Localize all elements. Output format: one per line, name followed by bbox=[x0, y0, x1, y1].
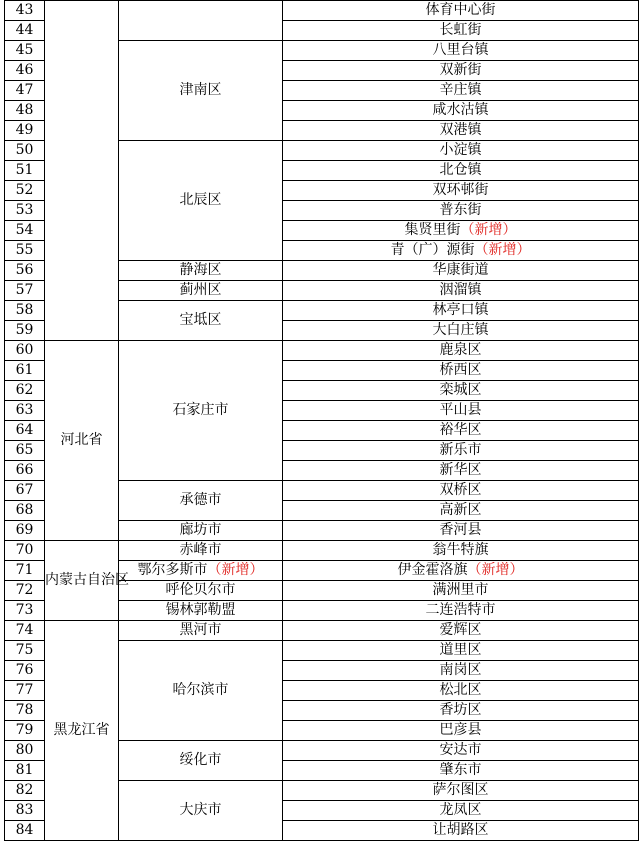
row-number: 65 bbox=[5, 441, 45, 461]
province-cell: 黑龙江省 bbox=[45, 621, 119, 841]
row-number: 81 bbox=[5, 761, 45, 781]
district-cell bbox=[283, 101, 639, 121]
row-number: 73 bbox=[5, 601, 45, 621]
district-name: 翁牛特旗 bbox=[432, 542, 489, 558]
city-name: 呼伦贝尔市 bbox=[165, 582, 236, 598]
row-number: 69 bbox=[5, 521, 45, 541]
district-cell bbox=[283, 341, 639, 361]
district-name: 双新街 bbox=[439, 62, 482, 78]
district-cell bbox=[283, 721, 639, 741]
new-badge: （新增） bbox=[207, 562, 264, 578]
row-number: 49 bbox=[5, 121, 45, 141]
district-cell bbox=[283, 821, 639, 841]
district-name: 龙凤区 bbox=[439, 802, 482, 818]
district-name: 青（广）源街 bbox=[390, 242, 475, 258]
district-cell bbox=[283, 61, 639, 81]
row-number: 63 bbox=[5, 401, 45, 421]
district-cell bbox=[283, 361, 639, 381]
district-name: 伊金霍洛旗 bbox=[397, 562, 468, 578]
district-table-body bbox=[5, 1, 639, 841]
province-cell: 河北省 bbox=[45, 341, 119, 541]
district-cell bbox=[283, 201, 639, 221]
city-name: 津南区 bbox=[179, 82, 222, 98]
row-number: 56 bbox=[5, 261, 45, 281]
district-name: 大白庄镇 bbox=[432, 322, 489, 338]
district-name: 鹿泉区 bbox=[439, 342, 482, 358]
city-cell bbox=[119, 561, 283, 581]
city-cell bbox=[119, 141, 283, 261]
city-cell bbox=[119, 341, 283, 481]
district-cell bbox=[283, 661, 639, 681]
row-number: 84 bbox=[5, 821, 45, 841]
city-name: 承德市 bbox=[179, 492, 222, 508]
district-name: 双环邨街 bbox=[432, 182, 489, 198]
district-name: 辛庄镇 bbox=[439, 82, 482, 98]
row-number: 78 bbox=[5, 701, 45, 721]
row-number: 53 bbox=[5, 201, 45, 221]
district-name: 肇东市 bbox=[439, 762, 482, 778]
row-number: 71 bbox=[5, 561, 45, 581]
row-number: 82 bbox=[5, 781, 45, 801]
district-cell bbox=[283, 561, 639, 581]
district-cell bbox=[283, 801, 639, 821]
district-name: 香坊区 bbox=[439, 702, 482, 718]
district-cell bbox=[283, 41, 639, 61]
district-name: 道里区 bbox=[439, 642, 482, 658]
district-cell bbox=[283, 461, 639, 481]
city-name: 大庆市 bbox=[179, 802, 222, 818]
district-name: 洇溜镇 bbox=[439, 282, 482, 298]
city-name: 哈尔滨市 bbox=[172, 682, 229, 698]
district-name: 新乐市 bbox=[439, 442, 482, 458]
district-name: 北仓镇 bbox=[439, 162, 482, 178]
district-name: 小淀镇 bbox=[439, 142, 482, 158]
row-number: 51 bbox=[5, 161, 45, 181]
province-cell bbox=[45, 1, 119, 341]
district-name: 新华区 bbox=[439, 462, 482, 478]
city-cell bbox=[119, 261, 283, 281]
row-number: 45 bbox=[5, 41, 45, 61]
district-cell bbox=[283, 181, 639, 201]
city-cell bbox=[119, 781, 283, 841]
district-name: 八里台镇 bbox=[432, 42, 489, 58]
district-cell bbox=[283, 161, 639, 181]
city-name: 北辰区 bbox=[179, 192, 222, 208]
district-name: 香河县 bbox=[439, 522, 482, 538]
table-row bbox=[5, 541, 639, 561]
row-number: 77 bbox=[5, 681, 45, 701]
city-cell bbox=[119, 1, 283, 41]
district-cell bbox=[283, 601, 639, 621]
row-number: 62 bbox=[5, 381, 45, 401]
district-name: 体育中心街 bbox=[425, 2, 496, 18]
city-cell bbox=[119, 541, 283, 561]
row-number: 72 bbox=[5, 581, 45, 601]
district-name: 平山县 bbox=[439, 402, 482, 418]
row-number: 57 bbox=[5, 281, 45, 301]
district-cell bbox=[283, 1, 639, 21]
district-name: 裕华区 bbox=[439, 422, 482, 438]
row-number: 75 bbox=[5, 641, 45, 661]
table-row bbox=[5, 1, 639, 21]
city-name: 锡林郭勒盟 bbox=[165, 602, 236, 618]
row-number: 43 bbox=[5, 1, 45, 21]
row-number: 74 bbox=[5, 621, 45, 641]
row-number: 61 bbox=[5, 361, 45, 381]
district-name: 安达市 bbox=[439, 742, 482, 758]
district-cell bbox=[283, 541, 639, 561]
city-name: 鄂尔多斯市 bbox=[137, 562, 208, 578]
district-name: 栾城区 bbox=[439, 382, 482, 398]
district-cell bbox=[283, 141, 639, 161]
row-number: 60 bbox=[5, 341, 45, 361]
city-cell bbox=[119, 41, 283, 141]
row-number: 76 bbox=[5, 661, 45, 681]
district-name: 让胡路区 bbox=[432, 822, 489, 838]
row-number: 83 bbox=[5, 801, 45, 821]
row-number: 58 bbox=[5, 301, 45, 321]
district-cell bbox=[283, 501, 639, 521]
district-cell bbox=[283, 761, 639, 781]
district-cell bbox=[283, 81, 639, 101]
district-name: 巴彦县 bbox=[439, 722, 482, 738]
district-cell bbox=[283, 221, 639, 241]
district-cell bbox=[283, 521, 639, 541]
city-cell bbox=[119, 581, 283, 601]
district-name: 萨尔图区 bbox=[432, 782, 489, 798]
row-number: 52 bbox=[5, 181, 45, 201]
district-cell bbox=[283, 21, 639, 41]
new-badge: （新增） bbox=[467, 562, 524, 578]
city-cell bbox=[119, 481, 283, 521]
district-cell bbox=[283, 641, 639, 661]
district-cell bbox=[283, 421, 639, 441]
district-cell bbox=[283, 261, 639, 281]
row-number: 68 bbox=[5, 501, 45, 521]
new-badge: （新增） bbox=[460, 222, 517, 238]
city-cell bbox=[119, 741, 283, 781]
row-number: 46 bbox=[5, 61, 45, 81]
district-cell bbox=[283, 321, 639, 341]
city-name: 宝坻区 bbox=[179, 312, 222, 328]
district-cell bbox=[283, 481, 639, 501]
district-cell bbox=[283, 401, 639, 421]
district-name: 双港镇 bbox=[439, 122, 482, 138]
row-number: 66 bbox=[5, 461, 45, 481]
district-name: 爱辉区 bbox=[439, 622, 482, 638]
city-cell bbox=[119, 521, 283, 541]
district-table bbox=[4, 0, 639, 841]
district-name: 集贤里街 bbox=[404, 222, 461, 238]
row-number: 67 bbox=[5, 481, 45, 501]
district-name: 松北区 bbox=[439, 682, 482, 698]
new-badge: （新增） bbox=[474, 242, 531, 258]
district-cell bbox=[283, 681, 639, 701]
row-number: 59 bbox=[5, 321, 45, 341]
city-name: 石家庄市 bbox=[172, 402, 229, 418]
row-number: 50 bbox=[5, 141, 45, 161]
district-name: 桥西区 bbox=[439, 362, 482, 378]
district-cell bbox=[283, 621, 639, 641]
district-cell bbox=[283, 701, 639, 721]
city-name: 黑河市 bbox=[179, 622, 222, 638]
district-name: 双桥区 bbox=[439, 482, 482, 498]
city-name: 赤峰市 bbox=[179, 542, 222, 558]
province-cell: 内蒙古自治区 bbox=[45, 541, 119, 621]
district-cell bbox=[283, 241, 639, 261]
district-cell bbox=[283, 381, 639, 401]
city-name: 廊坊市 bbox=[179, 522, 222, 538]
district-name: 咸水沽镇 bbox=[432, 102, 489, 118]
row-number: 44 bbox=[5, 21, 45, 41]
district-name: 华康街道 bbox=[432, 262, 489, 278]
district-name: 二连浩特市 bbox=[425, 602, 496, 618]
district-name: 林亭口镇 bbox=[432, 302, 489, 318]
table-row bbox=[5, 341, 639, 361]
district-name: 长虹街 bbox=[439, 22, 482, 38]
row-number: 79 bbox=[5, 721, 45, 741]
city-name: 蓟州区 bbox=[179, 282, 222, 298]
district-cell bbox=[283, 441, 639, 461]
district-cell bbox=[283, 581, 639, 601]
city-cell bbox=[119, 641, 283, 741]
district-name: 满洲里市 bbox=[432, 582, 489, 598]
district-cell bbox=[283, 301, 639, 321]
district-name: 高新区 bbox=[439, 502, 482, 518]
district-name: 普东街 bbox=[439, 202, 482, 218]
row-number: 64 bbox=[5, 421, 45, 441]
row-number: 47 bbox=[5, 81, 45, 101]
table-row bbox=[5, 621, 639, 641]
city-cell bbox=[119, 601, 283, 621]
district-cell bbox=[283, 741, 639, 761]
row-number: 70 bbox=[5, 541, 45, 561]
district-cell bbox=[283, 281, 639, 301]
row-number: 48 bbox=[5, 101, 45, 121]
city-name: 绥化市 bbox=[179, 752, 222, 768]
district-name: 南岗区 bbox=[439, 662, 482, 678]
row-number: 54 bbox=[5, 221, 45, 241]
district-cell bbox=[283, 121, 639, 141]
city-name: 静海区 bbox=[179, 262, 222, 278]
row-number: 80 bbox=[5, 741, 45, 761]
row-number: 55 bbox=[5, 241, 45, 261]
city-cell bbox=[119, 281, 283, 301]
city-cell bbox=[119, 301, 283, 341]
city-cell bbox=[119, 621, 283, 641]
district-cell bbox=[283, 781, 639, 801]
